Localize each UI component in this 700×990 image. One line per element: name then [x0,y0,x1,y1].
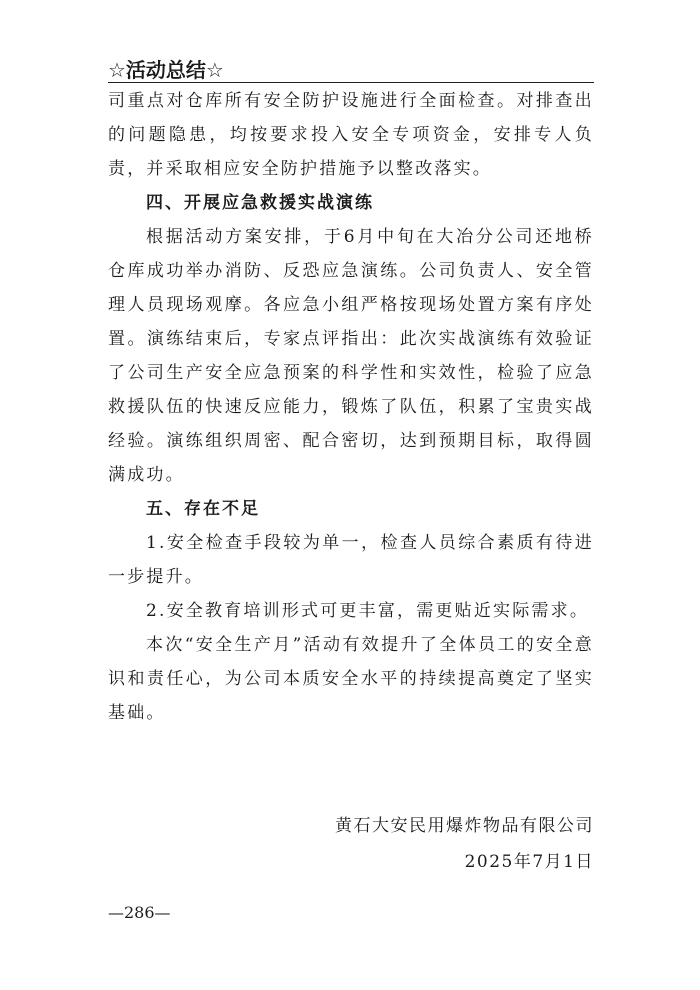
paragraph: 司重点对仓库所有安全防护设施进行全面检查。对排查出的问题隐患，均按要求投入安全专项资金，安排专人负责，并采取相应安全防护措施予以整改落实。 [108,91,594,179]
paragraph: 根据活动方案安排，于6月中旬在大冶分公司还地桥仓库成功举办消防、反恐应急演练。公司负责人、安全管理人员现场观摩。各应急小组严格按现场处置方案有序处置。演练结束后，专家点评指出：此次实战演练有效验证了公司生产安全应急预案的科学性和实效性，检验了应急救援队伍的快速反应能力，锻炼了队伍，积累了宝贵实战经验。演练组织周密、配合密切，达到预期目标，取得圆满成功。 [108,227,594,485]
page-header-title: ☆活动总结☆ [108,58,224,82]
document-body [108,84,594,730]
list-item: 1.安全检查手段较为单一，检查人员综合素质有待进一步提升。 [108,533,594,587]
page-number: —286— [108,903,171,922]
signature-block [335,808,594,880]
section-heading: 四、开展应急救援实战演练 [146,193,374,213]
signature-date: 2025年7月1日 [464,852,594,872]
header-divider [108,82,594,83]
paragraph: 本次“安全生产月”活动有效提升了全体员工的安全意识和责任心，为公司本质安全水平的持续提高奠定了坚实基础。 [108,635,594,723]
signature-company: 黄石大安民用爆炸物品有限公司 [335,816,594,836]
section-heading: 五、存在不足 [146,499,260,519]
list-item: 2.安全教育培训形式可更丰富，需更贴近实际需求。 [146,601,590,621]
